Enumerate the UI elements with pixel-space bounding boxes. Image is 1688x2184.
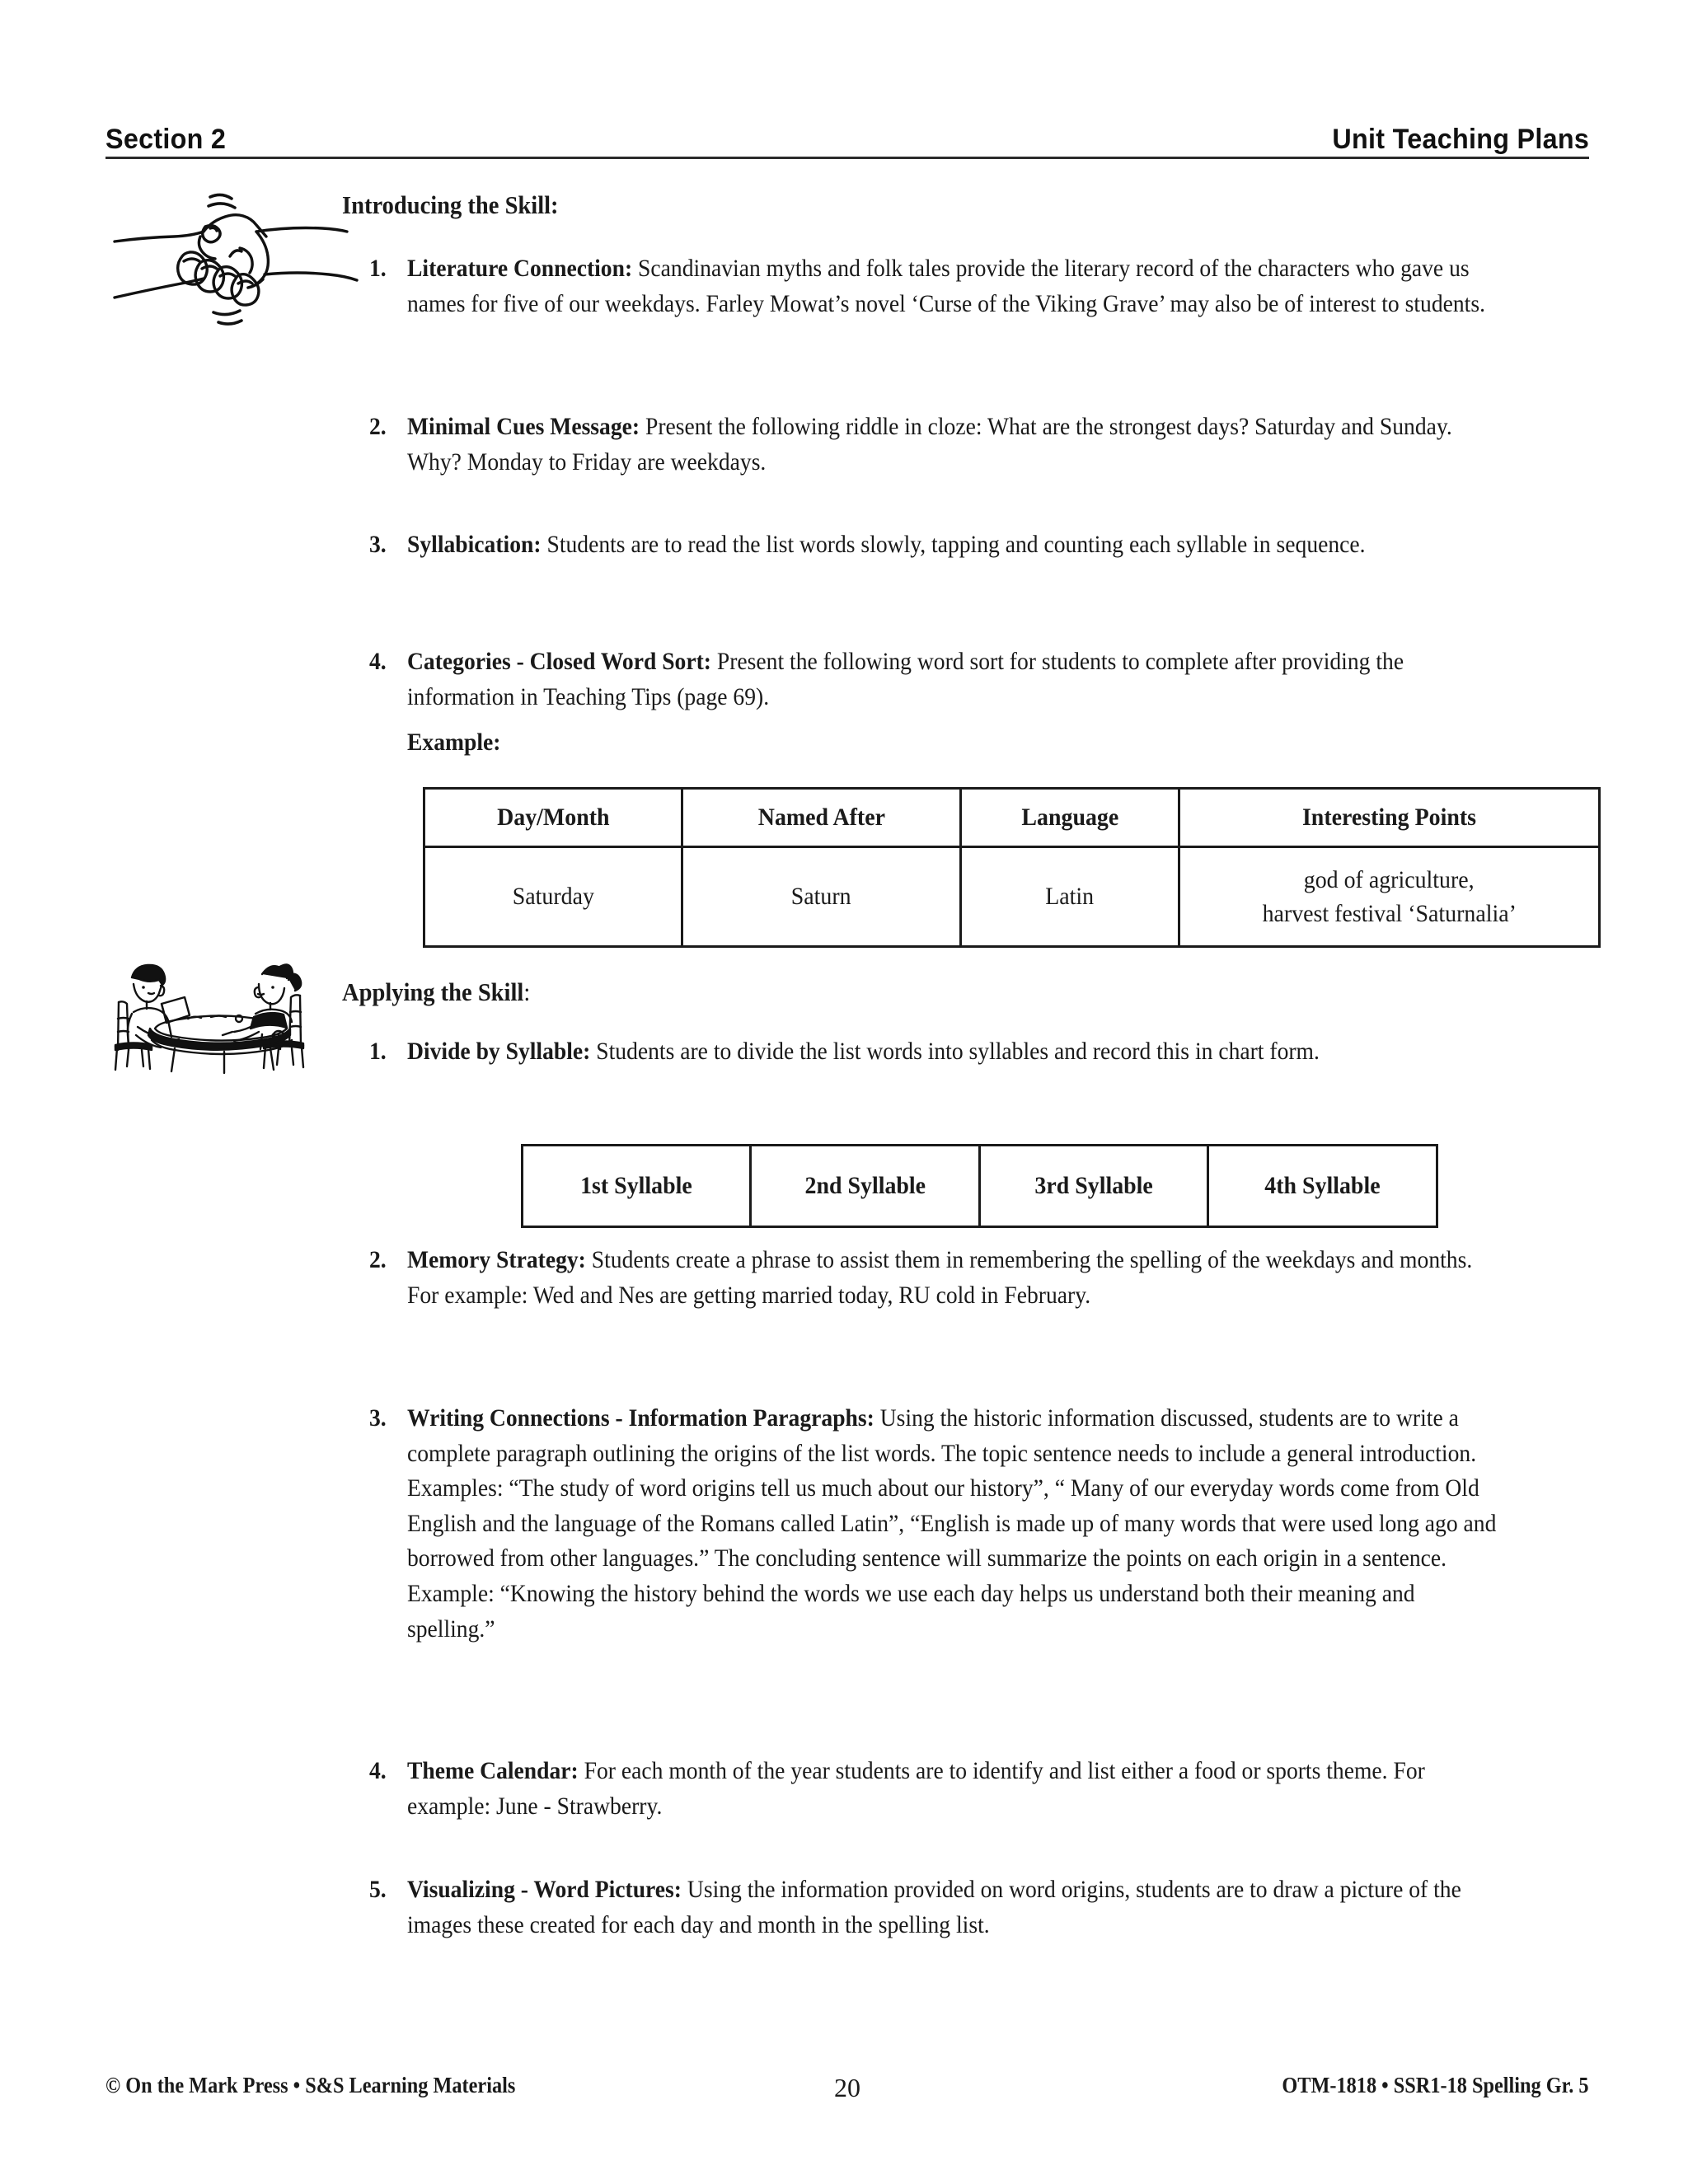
footer-product-code: OTM-1818 • SSR1-18 Spelling Gr. 5 bbox=[1282, 2073, 1589, 2097]
column-header-4th-syllable: 4th Syllable bbox=[1208, 1146, 1437, 1227]
item-label: Theme Calendar: bbox=[407, 1757, 579, 1784]
list-item bbox=[369, 1754, 1593, 1824]
applying-the-skill-colon: : bbox=[523, 977, 531, 1006]
item-body: Present the following riddle in cloze: What are the strongest days? Saturday and Sunday. Why? Monday to Friday are weekdays. bbox=[407, 413, 1452, 476]
item-text bbox=[407, 527, 1498, 563]
column-header-named-after: Named After bbox=[682, 789, 961, 847]
cell-named-after: Saturn bbox=[682, 847, 961, 947]
word-sort-table bbox=[423, 787, 1601, 948]
page-header bbox=[106, 107, 1589, 159]
item-text bbox=[407, 1243, 1498, 1313]
item-label: Visualizing - Word Pictures: bbox=[407, 1876, 682, 1903]
item-number: 5. bbox=[369, 1876, 387, 1903]
item-number: 3. bbox=[369, 531, 387, 558]
item-body: For each month of the year students are to identify and list either a food or sports theme. For example: June - Strawberry. bbox=[407, 1757, 1425, 1820]
list-item bbox=[369, 644, 1593, 715]
item-text bbox=[407, 1754, 1498, 1824]
column-header-interesting-points: Interesting Points bbox=[1179, 789, 1600, 847]
syllable-table bbox=[521, 1144, 1438, 1228]
cell-language: Latin bbox=[961, 847, 1179, 947]
item-number: 4. bbox=[369, 648, 387, 675]
item-text bbox=[407, 1401, 1498, 1647]
item-label: Minimal Cues Message: bbox=[407, 413, 640, 440]
applying-the-skill-heading bbox=[342, 977, 530, 1009]
list-item bbox=[369, 1872, 1593, 1943]
page-footer bbox=[106, 2073, 1589, 2102]
column-header-2nd-syllable: 2nd Syllable bbox=[751, 1146, 980, 1227]
item-text bbox=[407, 251, 1498, 321]
item-label: Literature Connection: bbox=[407, 255, 633, 282]
item-label: Memory Strategy: bbox=[407, 1246, 586, 1273]
item-text bbox=[407, 1034, 1498, 1070]
example-label: Example: bbox=[407, 729, 501, 756]
cell-day-month: Saturday bbox=[424, 847, 682, 947]
item-label: Categories - Closed Word Sort: bbox=[407, 648, 711, 675]
cell-interesting-points bbox=[1179, 847, 1600, 947]
item-body: Present the following word sort for students to complete after providing the information in Teaching Tips (page 69). bbox=[407, 648, 1404, 710]
column-header-3rd-syllable: 3rd Syllable bbox=[980, 1146, 1208, 1227]
item-label: Writing Connections - Information Paragraphs: bbox=[407, 1404, 874, 1432]
item-number: 1. bbox=[369, 255, 387, 282]
table-row bbox=[424, 847, 1600, 947]
list-item bbox=[369, 527, 1593, 563]
item-number: 2. bbox=[369, 1246, 387, 1273]
item-body: Students are to divide the list words into syllables and record this in chart form. bbox=[590, 1038, 1320, 1065]
item-label: Divide by Syllable: bbox=[407, 1038, 591, 1065]
list-item bbox=[369, 1401, 1593, 1647]
page-title: Unit Teaching Plans bbox=[1332, 124, 1589, 155]
section-label: Section 2 bbox=[106, 124, 227, 155]
item-number: 1. bbox=[369, 1038, 387, 1065]
item-body: Students create a phrase to assist them in remembering the spelling of the weekdays and months. For example: Wed and Nes are getting married today, RU cold in February. bbox=[407, 1246, 1473, 1309]
item-text bbox=[407, 1872, 1498, 1943]
item-label: Syllabication: bbox=[407, 531, 542, 558]
item-text bbox=[407, 644, 1498, 715]
list-item bbox=[369, 1034, 1593, 1070]
list-item bbox=[369, 251, 1593, 321]
table-header-row bbox=[523, 1146, 1437, 1227]
item-number: 3. bbox=[369, 1404, 387, 1432]
item-body: Scandinavian myths and folk tales provide the literary record of the characters who gave us names for five of our weekdays. Farley Mowat’s novel ‘Curse of the Viking Grave’ may also be of interest to students. bbox=[407, 255, 1485, 317]
table-header-row bbox=[424, 789, 1600, 847]
applying-the-skill-label: Applying the Skill bbox=[342, 977, 524, 1006]
interesting-points-line-1: god of agriculture, bbox=[1304, 865, 1475, 893]
item-number: 4. bbox=[369, 1757, 387, 1784]
column-header-day-month: Day/Month bbox=[424, 789, 682, 847]
item-text bbox=[407, 410, 1498, 480]
footer-page-number: 20 bbox=[834, 2073, 860, 2102]
introducing-the-skill-heading: Introducing the Skill: bbox=[342, 190, 559, 219]
footer-copyright: © On the Mark Press • S&S Learning Materials bbox=[106, 2073, 516, 2097]
item-number: 2. bbox=[369, 413, 387, 440]
list-item bbox=[369, 410, 1593, 480]
handshake-illustration bbox=[103, 169, 375, 326]
list-item bbox=[369, 1243, 1593, 1313]
column-header-language: Language bbox=[961, 789, 1179, 847]
item-body: Using the historic information discussed, students are to write a complete paragraph outlining the origins of the list words. The topic sentence needs to include a general introduction. Examples: “The study of word origins tell us much about our history”, “ Many of our everyday words come from Old English and the language of the Romans called Latin”, “English is made up of many words that were used long ago and borrowed from other languages.” The concluding sentence will summarize the points on each origin in a sentence. Example: “Knowing the history behind the words we use each day helps us understand both their meaning and spelling.” bbox=[407, 1404, 1497, 1643]
item-body: Students are to read the list words slowly, tapping and counting each syllable in sequence. bbox=[541, 531, 1366, 558]
interesting-points-line-2: harvest festival ‘Saturnalia’ bbox=[1262, 900, 1517, 927]
item-body: Using the information provided on word origins, students are to draw a picture of the images these created for each day and month in the spelling list. bbox=[407, 1876, 1461, 1938]
column-header-1st-syllable: 1st Syllable bbox=[523, 1146, 751, 1227]
students-at-table-illustration bbox=[109, 956, 356, 1076]
